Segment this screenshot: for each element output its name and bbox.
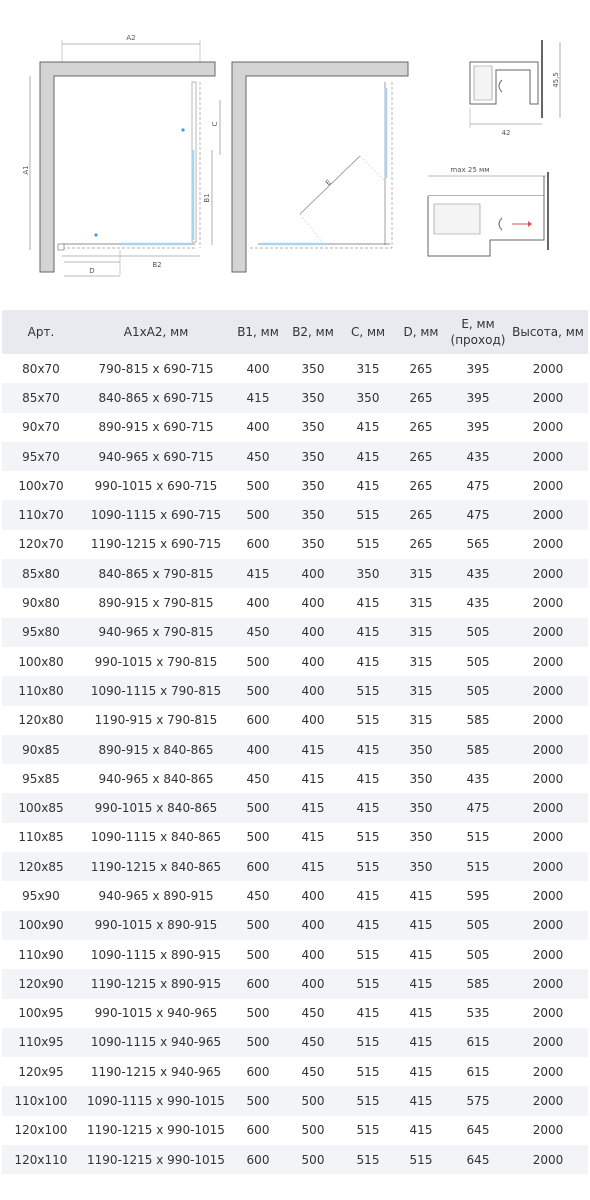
- table-cell: 435: [448, 442, 508, 471]
- table-cell: 400: [301, 596, 325, 611]
- table-cell: 90x80: [22, 596, 60, 611]
- table-cell: 475: [448, 500, 508, 529]
- table-cell: 500: [232, 1086, 284, 1115]
- dim-max-label: max 25 мм: [450, 166, 490, 174]
- column-header: Высота, мм: [508, 310, 588, 354]
- table-cell: 2000: [532, 361, 564, 376]
- table-row: [2, 471, 588, 500]
- table-cell: 120x110: [2, 1145, 80, 1174]
- table-cell: 450: [246, 771, 270, 786]
- table-cell: 645: [466, 1123, 490, 1138]
- plan-view-right: [232, 62, 408, 272]
- table-cell: 2000: [532, 537, 564, 552]
- table-cell: 990-1015 x 690-715: [94, 478, 218, 493]
- shower-enclosure-drawing: [0, 0, 590, 300]
- table-row: [2, 969, 588, 998]
- table-cell: 435: [448, 559, 508, 588]
- table-cell: 90x70: [22, 420, 60, 435]
- table-row: [2, 852, 588, 881]
- table-row: [2, 354, 588, 383]
- table-cell: 840-865 x 790-815: [80, 559, 232, 588]
- table-cell: 85x80: [2, 559, 80, 588]
- table-cell: 2000: [508, 1028, 588, 1057]
- table-cell: 2000: [532, 713, 564, 728]
- table-cell: 890-915 x 840-865: [80, 735, 232, 764]
- table-cell: 505: [448, 676, 508, 705]
- table-cell: 415: [394, 911, 448, 940]
- table-cell: 415: [232, 559, 284, 588]
- table-cell: 315: [356, 361, 380, 376]
- table-cell: 2000: [508, 911, 588, 940]
- table-cell: 515: [342, 852, 394, 881]
- table-cell: 400: [301, 888, 325, 903]
- table-cell: 515: [356, 947, 380, 962]
- dim-a2-label: A2: [126, 34, 136, 42]
- table-cell: 415: [409, 1006, 433, 1021]
- column-header: A1xA2, мм: [80, 310, 232, 354]
- dim-b2-label: B2: [152, 261, 162, 269]
- table-cell: 990-1015 x 940-965: [94, 1006, 218, 1021]
- table-cell: 95x70: [2, 442, 80, 471]
- table-cell: 2000: [532, 830, 564, 845]
- table-cell: 500: [246, 654, 270, 669]
- table-cell: 2000: [532, 947, 564, 962]
- table-cell: 1190-1215 x 990-1015: [87, 1123, 225, 1138]
- table-cell: 100x95: [18, 1006, 64, 1021]
- table-row: [2, 618, 588, 647]
- table-cell: 2000: [508, 735, 588, 764]
- table-cell: 415: [356, 771, 380, 786]
- table-row: [2, 1057, 588, 1086]
- table-cell: 585: [448, 969, 508, 998]
- table-cell: 450: [232, 618, 284, 647]
- table-cell: 100x85: [2, 793, 80, 822]
- table-row: [2, 559, 588, 588]
- table-cell: 840-865 x 690-715: [80, 383, 232, 412]
- table-row: [2, 442, 588, 471]
- table-cell: 80x70: [22, 361, 60, 376]
- table-cell: 415: [342, 735, 394, 764]
- table-cell: 890-915 x 790-815: [98, 596, 214, 611]
- dim-c-label: C: [211, 121, 219, 127]
- table-cell: 400: [284, 676, 342, 705]
- table-cell: 2000: [532, 420, 564, 435]
- table-row: [2, 881, 588, 910]
- table-cell: 990-1015 x 890-915: [80, 911, 232, 940]
- table-cell: 350: [301, 537, 325, 552]
- table-cell: 500: [246, 830, 270, 845]
- table-cell: 95x90: [22, 888, 60, 903]
- table-cell: 2000: [532, 478, 564, 493]
- table-cell: 415: [284, 793, 342, 822]
- table-cell: 2000: [508, 442, 588, 471]
- table-cell: 565: [466, 537, 490, 552]
- table-cell: 400: [301, 947, 325, 962]
- table-cell: 600: [246, 713, 270, 728]
- table-cell: 350: [394, 793, 448, 822]
- column-header: B1, мм: [232, 310, 284, 354]
- table-cell: 2000: [532, 596, 564, 611]
- table-row: [2, 793, 588, 822]
- table-cell: 110x95: [2, 1028, 80, 1057]
- dim-a1-label: A1: [22, 165, 30, 175]
- table-cell: 400: [284, 969, 342, 998]
- table-cell: 600: [246, 1123, 270, 1138]
- table-row: [2, 911, 588, 940]
- table-cell: 315: [394, 618, 448, 647]
- table-cell: 1090-1115 x 690-715: [80, 500, 232, 529]
- table-cell: 400: [284, 559, 342, 588]
- table-row: [2, 1145, 588, 1174]
- table-row: [2, 530, 588, 559]
- table-cell: 500: [232, 911, 284, 940]
- table-cell: 515: [356, 1064, 380, 1079]
- table-cell: 2000: [508, 793, 588, 822]
- table-cell: 415: [301, 771, 325, 786]
- table-cell: 585: [466, 713, 490, 728]
- table-cell: 265: [394, 442, 448, 471]
- table-row: [2, 1086, 588, 1115]
- table-cell: 890-915 x 690-715: [98, 420, 214, 435]
- table-row: [2, 823, 588, 852]
- table-cell: 415: [284, 852, 342, 881]
- table-cell: 315: [409, 713, 433, 728]
- table-cell: 350: [301, 420, 325, 435]
- table-cell: 515: [342, 969, 394, 998]
- table-cell: 1190-1215 x 940-965: [90, 1064, 222, 1079]
- table-row: [2, 647, 588, 676]
- table-row: [2, 1116, 588, 1145]
- table-cell: 2000: [508, 676, 588, 705]
- table-row: [2, 676, 588, 705]
- table-cell: 120x95: [18, 1064, 64, 1079]
- table-row: [2, 588, 588, 617]
- plan-view-left: [22, 34, 220, 276]
- table-cell: 350: [342, 559, 394, 588]
- table-cell: 315: [394, 676, 448, 705]
- table-cell: 2000: [532, 771, 564, 786]
- table-cell: 450: [232, 442, 284, 471]
- table-row: [2, 500, 588, 529]
- table-cell: 2000: [508, 500, 588, 529]
- table-cell: 940-965 x 890-915: [98, 888, 214, 903]
- table-cell: 120x80: [18, 713, 64, 728]
- table-cell: 600: [246, 537, 270, 552]
- spec-table: [2, 310, 588, 1174]
- table-cell: 415: [232, 383, 284, 412]
- table-cell: 350: [409, 771, 433, 786]
- table-cell: 515: [342, 500, 394, 529]
- table-cell: 350: [301, 478, 325, 493]
- table-cell: 2000: [508, 1086, 588, 1115]
- table-cell: 2000: [532, 1123, 564, 1138]
- table-cell: 505: [466, 947, 490, 962]
- table-body: [2, 354, 588, 1174]
- table-cell: 500: [301, 1123, 325, 1138]
- table-cell: 415: [356, 478, 380, 493]
- table-cell: 1190-1215 x 690-715: [90, 537, 222, 552]
- table-cell: 515: [356, 830, 380, 845]
- table-cell: 395: [448, 383, 508, 412]
- table-cell: 415: [342, 442, 394, 471]
- table-cell: 500: [232, 1028, 284, 1057]
- table-cell: 450: [301, 1006, 325, 1021]
- table-row: [2, 413, 588, 442]
- table-cell: 350: [409, 830, 433, 845]
- table-cell: 110x85: [18, 830, 64, 845]
- table-cell: 265: [409, 361, 433, 376]
- table-cell: 500: [232, 793, 284, 822]
- table-cell: 940-965 x 790-815: [80, 618, 232, 647]
- table-cell: 100x70: [18, 478, 64, 493]
- table-row: [2, 735, 588, 764]
- table-cell: 350: [284, 383, 342, 412]
- table-cell: 450: [301, 1064, 325, 1079]
- table-cell: 350: [342, 383, 394, 412]
- table-cell: 415: [356, 420, 380, 435]
- table-cell: 600: [246, 1064, 270, 1079]
- table-cell: 400: [246, 596, 270, 611]
- table-cell: 505: [448, 911, 508, 940]
- table-cell: 600: [232, 852, 284, 881]
- table-cell: 600: [232, 1145, 284, 1174]
- table-cell: 1090-1115 x 840-865: [90, 830, 222, 845]
- table-cell: 110x90: [18, 947, 64, 962]
- table-row: [2, 999, 588, 1028]
- table-cell: 315: [394, 559, 448, 588]
- table-cell: 395: [466, 420, 490, 435]
- column-header: C, мм: [342, 310, 394, 354]
- table-cell: 500: [284, 1145, 342, 1174]
- table-cell: 585: [448, 735, 508, 764]
- table-cell: 265: [394, 500, 448, 529]
- table-cell: 265: [409, 537, 433, 552]
- table-cell: 120x85: [2, 852, 80, 881]
- table-cell: 315: [409, 654, 433, 669]
- table-cell: 400: [246, 420, 270, 435]
- table-cell: 575: [448, 1086, 508, 1115]
- table-cell: 790-815 x 690-715: [98, 361, 214, 376]
- column-header: E, мм (проход): [448, 310, 508, 354]
- table-cell: 120x100: [14, 1123, 68, 1138]
- table-cell: 2000: [508, 559, 588, 588]
- table-cell: 2000: [508, 618, 588, 647]
- table-cell: 500: [284, 1086, 342, 1115]
- table-cell: 515: [342, 1145, 394, 1174]
- table-cell: 1190-1215 x 990-1015: [80, 1145, 232, 1174]
- table-cell: 415: [356, 888, 380, 903]
- profile-detail-bottom: [428, 166, 548, 256]
- column-header: Арт.: [2, 310, 80, 354]
- table-cell: 400: [301, 713, 325, 728]
- table-row: [2, 1028, 588, 1057]
- table-cell: 515: [356, 537, 380, 552]
- table-cell: 265: [409, 478, 433, 493]
- table-cell: 2000: [532, 1006, 564, 1021]
- table-cell: 475: [448, 793, 508, 822]
- table-cell: 415: [394, 1086, 448, 1115]
- table-cell: 615: [466, 1064, 490, 1079]
- table-cell: 940-965 x 840-865: [98, 771, 214, 786]
- table-cell: 415: [342, 793, 394, 822]
- table-cell: 2000: [532, 1064, 564, 1079]
- table-cell: 515: [356, 1123, 380, 1138]
- table-cell: 505: [448, 618, 508, 647]
- table-cell: 475: [466, 478, 490, 493]
- table-cell: 415: [356, 1006, 380, 1021]
- table-cell: 100x90: [2, 911, 80, 940]
- table-cell: 395: [466, 361, 490, 376]
- table-cell: 500: [232, 500, 284, 529]
- table-cell: 350: [301, 361, 325, 376]
- table-cell: 400: [246, 361, 270, 376]
- table-cell: 85x70: [2, 383, 80, 412]
- table-cell: 990-1015 x 790-815: [94, 654, 218, 669]
- table-cell: 110x100: [2, 1086, 80, 1115]
- table-cell: 595: [466, 888, 490, 903]
- table-cell: 415: [409, 888, 433, 903]
- table-cell: 2000: [508, 383, 588, 412]
- table-cell: 400: [232, 735, 284, 764]
- table-cell: 415: [356, 654, 380, 669]
- table-cell: 515: [394, 1145, 448, 1174]
- table-cell: 265: [394, 383, 448, 412]
- table-cell: 415: [394, 1028, 448, 1057]
- table-cell: 1190-1215 x 840-865: [80, 852, 232, 881]
- table-cell: 95x80: [2, 618, 80, 647]
- table-cell: 90x85: [2, 735, 80, 764]
- table-cell: 350: [394, 852, 448, 881]
- table-cell: 415: [409, 947, 433, 962]
- dim-width-label: 42: [501, 129, 511, 137]
- table-cell: 415: [409, 1123, 433, 1138]
- table-cell: 415: [394, 969, 448, 998]
- table-cell: 515: [342, 1086, 394, 1115]
- table-cell: 350: [284, 500, 342, 529]
- table-row: [2, 764, 588, 793]
- table-cell: 515: [342, 676, 394, 705]
- table-cell: 400: [301, 654, 325, 669]
- table-cell: 415: [284, 735, 342, 764]
- table-cell: 500: [246, 947, 270, 962]
- table-cell: 600: [232, 969, 284, 998]
- dim-e-label: E: [324, 178, 333, 187]
- table-cell: 2000: [508, 1145, 588, 1174]
- table-cell: 500: [246, 478, 270, 493]
- table-cell: 2000: [532, 654, 564, 669]
- table-cell: 400: [284, 911, 342, 940]
- table-cell: 415: [301, 830, 325, 845]
- table-cell: 990-1015 x 840-865: [80, 793, 232, 822]
- table-cell: 2000: [532, 888, 564, 903]
- table-cell: 2000: [508, 969, 588, 998]
- dim-height-label: 45,5: [552, 72, 560, 88]
- table-cell: 415: [342, 618, 394, 647]
- table-cell: 2000: [508, 852, 588, 881]
- table-cell: 535: [466, 1006, 490, 1021]
- table-cell: 515: [466, 830, 490, 845]
- table-cell: 515: [448, 852, 508, 881]
- table-header-row: [2, 310, 588, 354]
- table-cell: 435: [466, 596, 490, 611]
- table-cell: 505: [466, 654, 490, 669]
- table-cell: 400: [284, 618, 342, 647]
- table-cell: 615: [448, 1028, 508, 1057]
- table-cell: 350: [394, 735, 448, 764]
- table-cell: 110x80: [2, 676, 80, 705]
- table-cell: 1190-915 x 790-815: [94, 713, 218, 728]
- table-cell: 265: [409, 420, 433, 435]
- table-cell: 1090-1115 x 940-965: [80, 1028, 232, 1057]
- table-cell: 500: [246, 1006, 270, 1021]
- table-cell: 645: [448, 1145, 508, 1174]
- table-cell: 515: [356, 713, 380, 728]
- table-cell: 435: [466, 771, 490, 786]
- table-cell: 120x70: [18, 537, 64, 552]
- table-cell: 1190-1215 x 890-915: [80, 969, 232, 998]
- table-cell: 315: [409, 596, 433, 611]
- table-row: [2, 383, 588, 412]
- table-cell: 110x70: [2, 500, 80, 529]
- column-header: D, мм: [394, 310, 448, 354]
- table-cell: 415: [342, 911, 394, 940]
- table-cell: 450: [284, 1028, 342, 1057]
- table-cell: 1090-1115 x 990-1015: [80, 1086, 232, 1115]
- table-cell: 415: [356, 596, 380, 611]
- table-cell: 120x90: [2, 969, 80, 998]
- dim-d-label: D: [89, 267, 95, 275]
- dim-b1-label: B1: [203, 193, 211, 203]
- column-header: B2, мм: [284, 310, 342, 354]
- table-cell: 1090-1115 x 890-915: [90, 947, 222, 962]
- table-cell: 350: [284, 442, 342, 471]
- table-cell: 515: [342, 1028, 394, 1057]
- table-cell: 940-965 x 690-715: [80, 442, 232, 471]
- table-cell: 100x80: [18, 654, 64, 669]
- table-cell: 415: [409, 1064, 433, 1079]
- table-cell: 1090-1115 x 790-815: [80, 676, 232, 705]
- table-cell: 95x85: [22, 771, 60, 786]
- table-row: [2, 940, 588, 969]
- table-cell: 500: [232, 676, 284, 705]
- table-row: [2, 706, 588, 735]
- profile-detail-top: [470, 40, 560, 137]
- table-cell: 450: [246, 888, 270, 903]
